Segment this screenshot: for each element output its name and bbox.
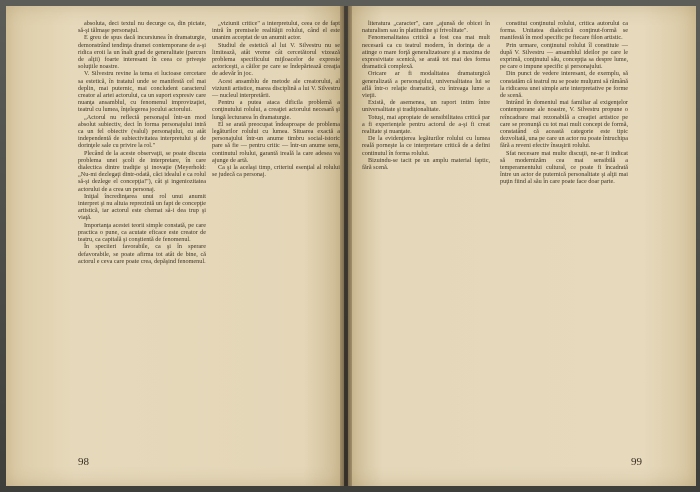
left-page-number: 98 [78, 456, 89, 468]
right-page [348, 6, 696, 486]
paragraph: Intrând în domeniul mai familiar al exigenţelor contemporane ale noastre, V. Silvestru propune o reîncadrare mai rezonabilă a creaţiei artistice pe care se pronunţă cu tot mai mult concept de formă, constatând că această categorie este tipic dezvoltată, una pe care un actor nu poate întruchipa fără a reveni efectiv însuşirii rolului. [500, 99, 628, 150]
paragraph: Acest ansamblu de metode ale creatorului, al viziunii artistice, marea disciplină a lui V. Silvestru — nucleul interpretării. [212, 77, 340, 100]
paragraph: Pentru a putea ataca dificila problemă a conţinutului rolului, a creaţiei actorului necesară şi lungă lecturarea în dramaturgie. [212, 99, 340, 121]
paragraph: Plecând de la aceste observaţii, se poate discuta problema unei şcoli de interpretare, în care dialectica dintre tradiţie şi inovaţie (Meyerhold: „Nu-mi dezlegaţi dintr-odată, căci idealul e ca rolul să-şi dezlege el concepţia!"), cât şi ingeniozitatea actorului de a crea un personaj. [78, 149, 206, 193]
paragraph: Prin urmare, conţinutul rolului îl constituie — după V. Silvestru — ansamblul ideilor pe care le exprimă, conţinutul său, concepţia sa despre lume, pe care o impune specific şi personajului. [500, 41, 628, 71]
paragraph: Bizuindu-se tacit pe un amplu material faptic, fără scenă. [362, 156, 490, 172]
left-page [6, 6, 344, 486]
paragraph: Oricare ar fi modalitatea dramaturgică generalizată a personajului, universalitatea lui se află într-o relaţie dramatică, cu întreaga lume a vieţii. [362, 70, 490, 100]
paragraph: constitui conţinutul rolului, critica autorului ca forma. Unitatea dialectică conţinut-formă se manifestă în mod specific pe fiecare filon artistic. [500, 20, 628, 42]
paragraph: literatura „caracter", care „ajunsă de obicei în naturalism sau în platitudine şi frivolitate". [362, 20, 490, 35]
paragraph: Sfat necesare mai multe discuţii, ne-ar fi indicat să modernizăm cea mai sensibilă a temperamentului cultural, ce poate fi încadrată între un actor de puternică personalitate şi alţii mai puţin fiind al său în care poate face doar parte. [500, 149, 628, 186]
book-gutter [340, 6, 352, 486]
paragraph: Din punct de vedere interesant, de exemplu, să constatăm că teatrul nu se poate mulţumi să rămână la ridicarea unei simple arte interpretative pe forme de scenă. [500, 70, 628, 100]
open-book [6, 6, 696, 486]
paragraph: E greu de spus dacă incursiunea în dramaturgie, demonstrând tendinţa dramei contemporane de a-şi ridica eroii la un înalt grad de generalitate (parcurs de alţii) foarte interesant în ceea ce priveşte soluţiile noastre. [78, 34, 206, 71]
paragraph: Fenomenalitatea critică a fost cea mai mult necesară ca cu teatrul modern, în dorinţa de a atinge o mare forţă generalizatoare şi a maxima de expresivitate scenică, se arată tot mai des forma dramatică complexă. [362, 34, 490, 71]
right-page-column-1 [362, 20, 490, 171]
paragraph: Există, de asemenea, un raport intim între universalitate şi tradiţionalitate. [362, 99, 490, 114]
paragraph: În speciieri favorabile, ca şi în sperare defavorabile, se poate afirma tot atât de bine, că actorul e ceva care poate crea, depăşind fenomenul. [78, 243, 206, 265]
paragraph: „viziunii critice" a interpretului, ceea ce de fapt intră în premisele realităţii rolului, când el este unanim acceptat de un anumit actor. [212, 20, 340, 42]
right-page-number: 99 [631, 456, 642, 468]
paragraph: Studiul de estetică al lui V. Silvestru nu se limitează, atât vreme cât cercetătorul vizează problema specificului mijloacelor de expresie actoriceşti, a căilor pe care se îndepărtează creaţia de adevăr în joc. [212, 41, 340, 78]
paragraph: Ca şi la acelaşi timp, criteriul esenţial al rolului se judecă ca personaj. [212, 164, 340, 179]
paragraph: De la evidenţierea legăturilor rolului cu lumea reală porneşte la ce interpretare critică de a defini continutul în forma rolului. [362, 135, 490, 157]
paragraph: Totuşi, mai apropiate de sensibilitatea critică par a fi experienţele pentru actorul de a-şi fi creat realitate şi nuanţate. [362, 113, 490, 136]
paragraph: V. Silvestru revine la tema ei lucioase cercetare sa estetică, în tratatul unde se manifestă cel mai deplin, mai puternic, mai concludent caracterul creator al artei actorului, ca un suport expresiv care nuanţa ansamblul, cu fenomenul improvizaţiei, teatrul cu lumea, înţelegerea jocului actorului. [78, 70, 206, 114]
left-page-column-1 [78, 20, 206, 265]
paragraph: Iniţial încredinţarea unui rol unui anumit interpret şi nu altuia reprezintă un fapt de concepţie artistică, iar actorul este chemat să-i dea trup şi viaţă. [78, 192, 206, 222]
right-page-column-2 [500, 20, 628, 186]
paragraph: „Actorul nu reflectă personajul într-un mod absolut subiectiv, deci în forma personajului intră ca un fel obiectiv (valul) personajului, cu atât independentă de subiectivitatea interpretului şi de dorinţele sale cu privire la rol." [78, 113, 206, 150]
paragraph: El se arată preocupat îndeaproape de problema legăturilor rolului cu lumea. Situarea exactă a personajului într-un anume timbru social-istoric pare să fie — pentru critic — într-un anume sens, continutul rolului, garantă ireală la care adesea va ajunge de artă. [212, 120, 340, 164]
paragraph: Importanţa acestei teorii simple constată, pe care practica o pune, ca acutate eficace este creator de teatru, ca capitală şi conştientă de fenomenul. [78, 221, 206, 244]
paragraph: absoluta, deci textul nu decurge ca, din pictate, să-şi tălmaşe personajul. [78, 20, 206, 35]
left-page-column-2 [212, 20, 340, 178]
